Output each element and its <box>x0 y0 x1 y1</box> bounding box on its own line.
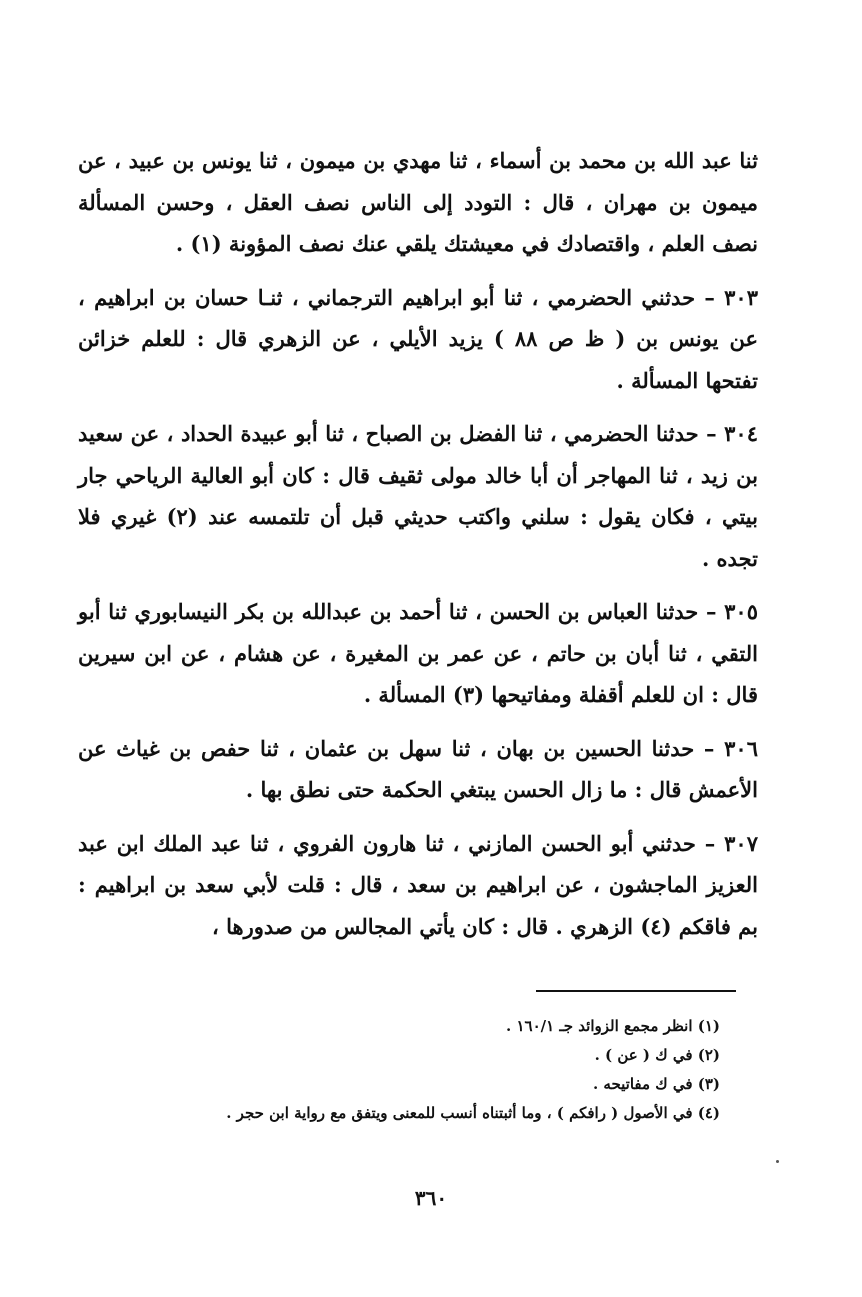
footnote-2: (٢) في ك ( عن ) . <box>594 1046 720 1064</box>
paragraph-304: ٣٠٤ – حدثنا الحضرمي ، ثنا الفضل بن الصباح ، ثنا أبو عبيدة الحداد ، عن سعيد بن زيد ، ثنا المهاجر أن أبا خالد مولى ثقيف قال : كان أبو العالية الرياحي جار بيتي ، فكان يقول : سلني واكتب حديثي قبل أن تلتمسه عند (٢) غيري فلا تجده . <box>78 421 758 571</box>
footnote-3: (٣) في ك مفاتيحه . <box>592 1075 720 1093</box>
paragraph-306: ٣٠٦ – حدثنا الحسين بن بهان ، ثنا سهل بن عثمان ، ثنا حفص بن غياث عن الأعمش قال : ما زال الحسن يبتغي الحكمة حتى نطق بها . <box>78 735 758 802</box>
scan-speck <box>776 1160 779 1163</box>
paragraph-307: ٣٠٧ – حدثني أبو الحسن المازني ، ثنا هارون الفروي ، ثنا عبد الملك ابن عبد العزيز الماجشون ، عن ابراهيم بن سعد ، قال : قلت لأبي سعد بن ابراهيم : بم فاقكم (٤) الزهري . قال : كان يأتي المجالس من صدورها ، <box>78 830 758 939</box>
footnote-4: (٤) في الأصول ( رافكم ) ، وما أثبتناه أنسب للمعنى ويتفق مع رواية ابن حجر . <box>226 1104 720 1122</box>
main-text <box>78 140 758 947</box>
paragraph-continuation: ثنا عبد الله بن محمد بن أسماء ، ثنا مهدي بن ميمون ، ثنا يونس بن عبيد ، عن ميمون بن مهران ، قال : التودد إلى الناس نصف العقل ، وحسن المسألة نصف العلم ، واقتصادك في معيشتك يلقي عنك نصف المؤونة (١) . <box>78 148 758 256</box>
paragraph-305: ٣٠٥ – حدثنا العباس بن الحسن ، ثنا أحمد بن عبدالله بن بكر النيسابوري ثنا أبو التقي ، ثنا أبان بن حاتم ، عن عمر بن المغيرة ، عن هشام ، عن ابن سيرين قال : ان للعلم أقفلة ومفاتيحها (٣) المسألة . <box>78 599 758 707</box>
page-number: ٣٦٠ <box>414 1186 448 1210</box>
footnote-separator <box>536 990 736 992</box>
paragraph-303: ٣٠٣ – حدثني الحضرمي ، ثنا أبو ابراهيم الترجماني ، ثنـا حسان بن ابراهيم ، عن يونس بن ( ظ ص ٨٨ ) يزيد الأيلي ، عن الزهري قال : للعلم خزائن تفتحها المسألة . <box>78 284 758 393</box>
footnote-1: (١) انظر مجمع الزوائد جـ ١٦٠/١ . <box>506 1017 720 1035</box>
footnotes <box>80 1012 720 1128</box>
